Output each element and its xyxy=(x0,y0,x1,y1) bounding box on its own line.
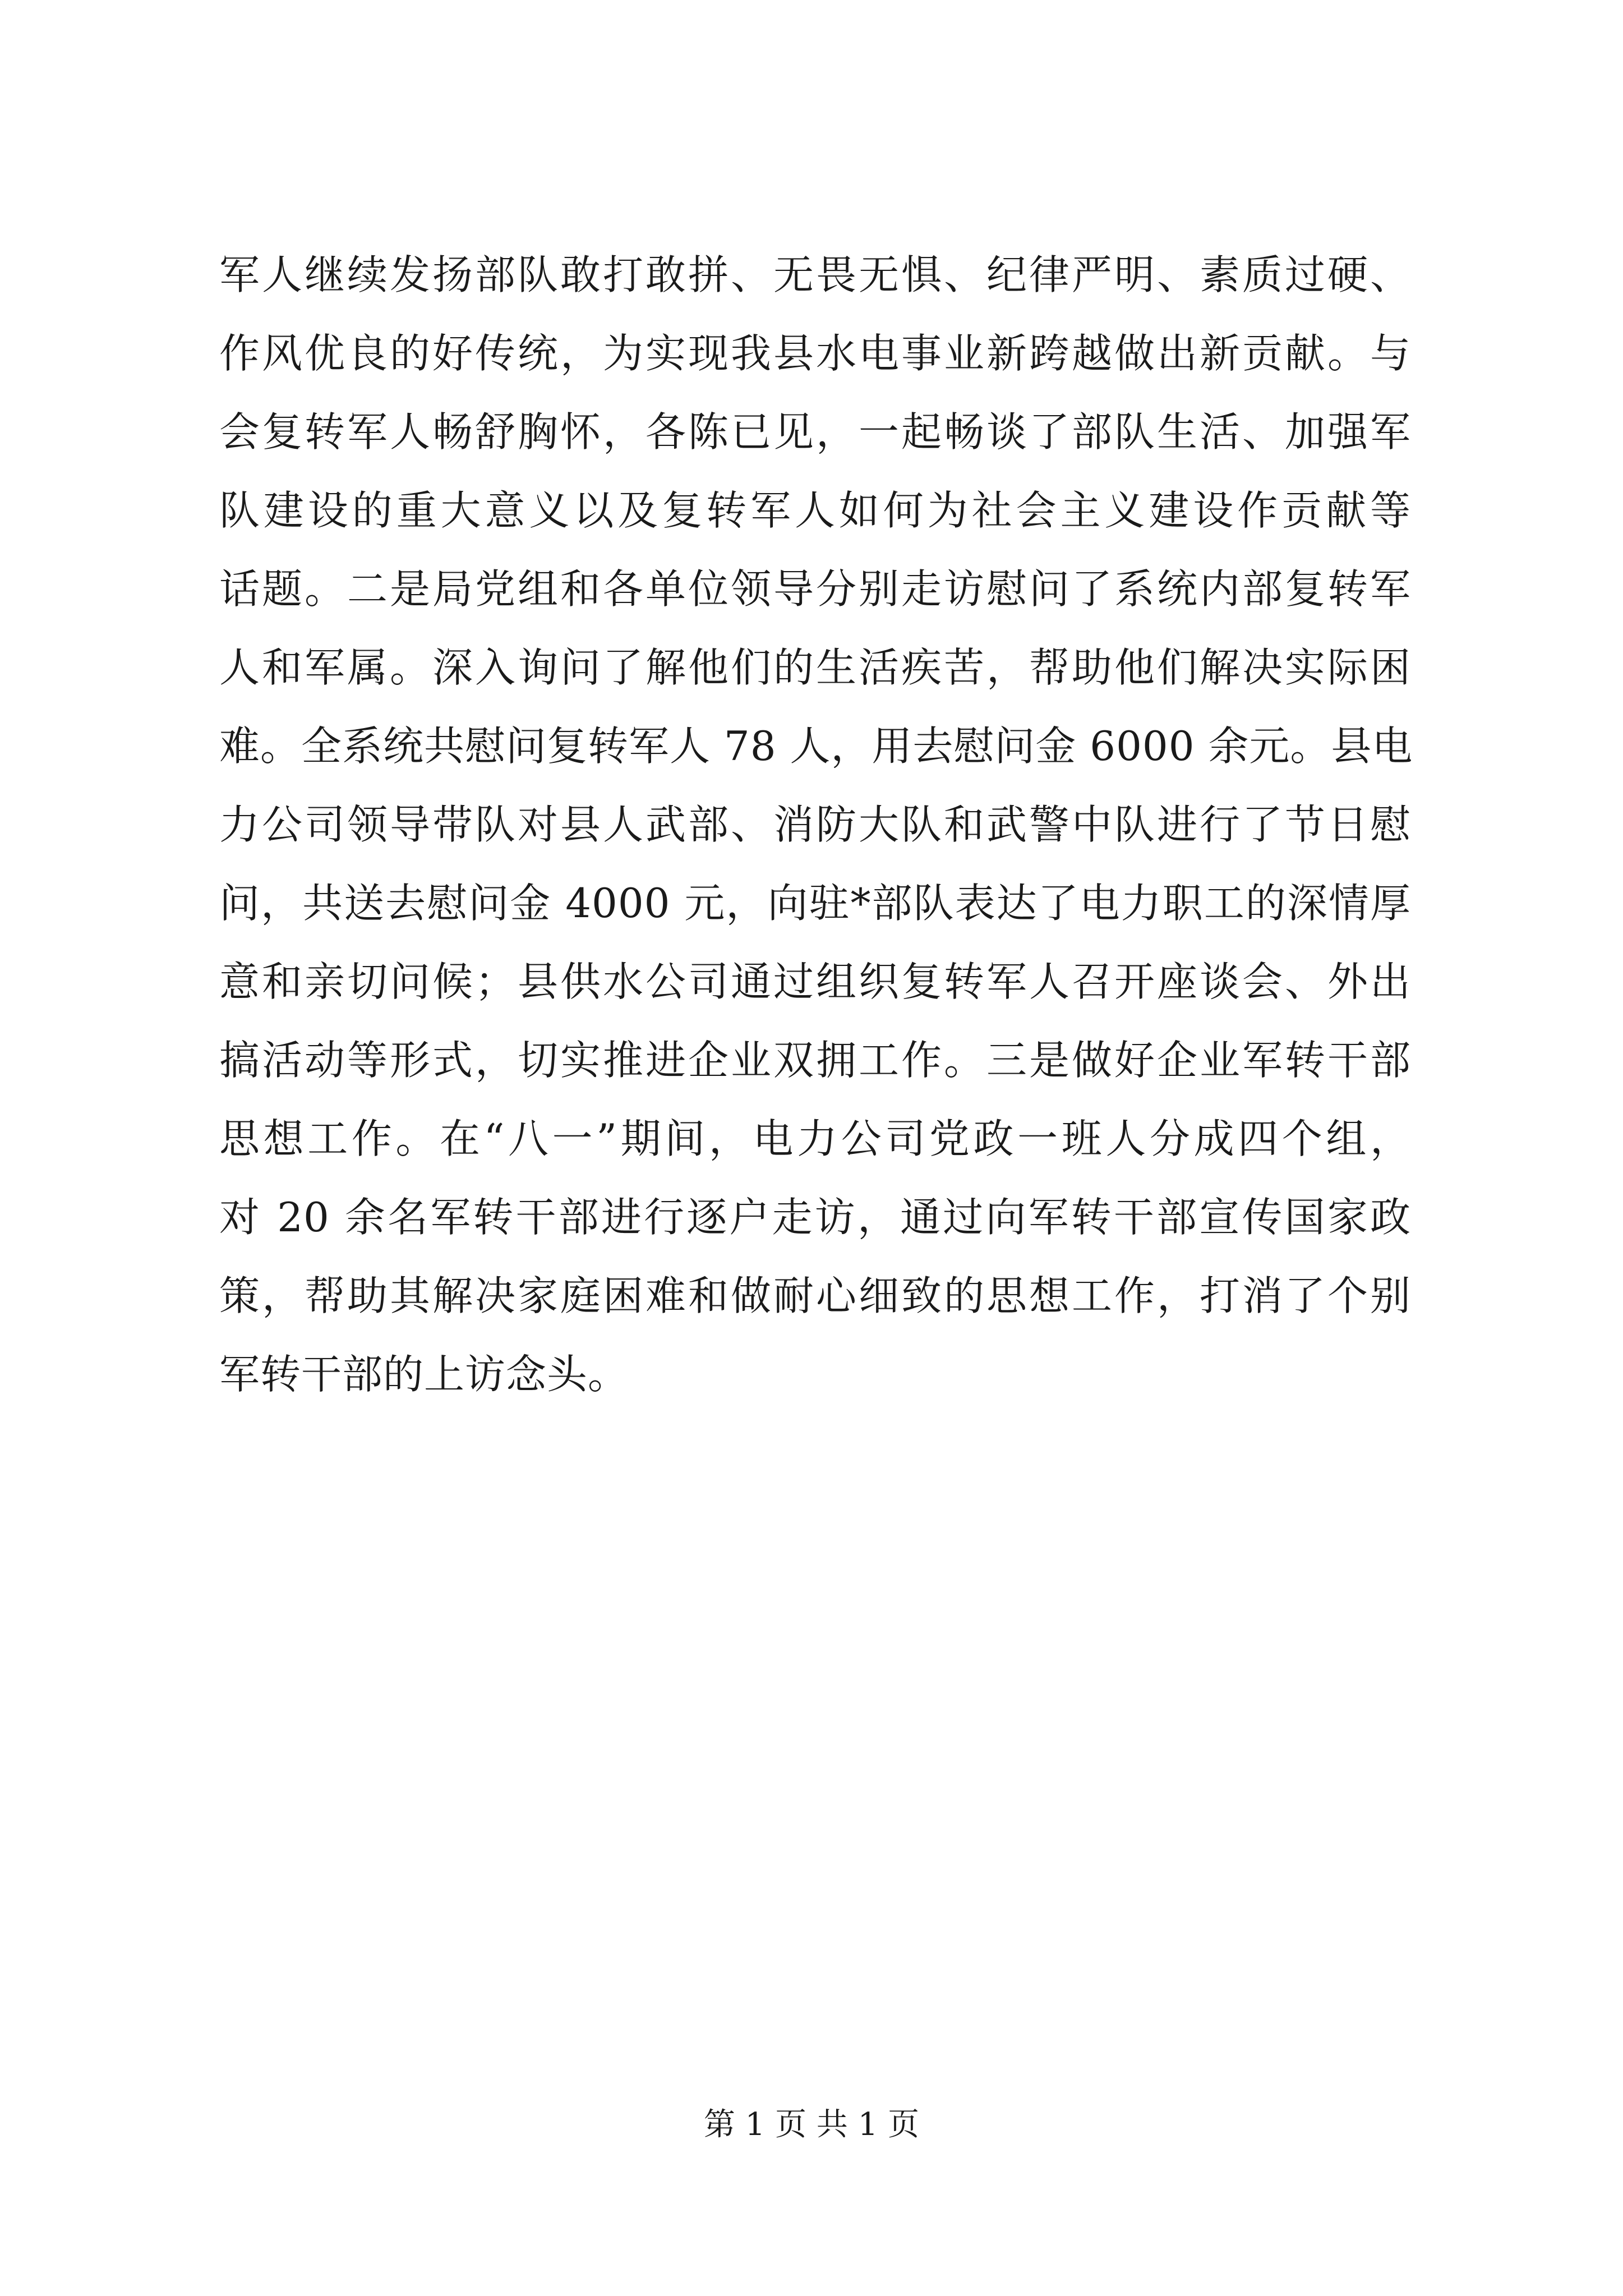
text-line: 军转干部的上访念头。 xyxy=(219,1351,629,1398)
text-line: 力公司领导带队对县人武部、消防大队和武警中队进行了节日慰 xyxy=(219,801,1411,848)
text-line: 意和亲切问候；县供水公司通过组织复转军人召开座谈会、外出 xyxy=(219,958,1411,1005)
text-line: 难。全系统共慰问复转军人 78 人，用去慰问金 6000 余元。县电 xyxy=(219,723,1413,770)
page-number-footer: 第 1 页 共 1 页 xyxy=(703,2106,920,2143)
text-line: 话题。二是局党组和各单位领导分别走访慰问了系统内部复转军 xyxy=(219,565,1411,613)
text-line: 对 20 余名军转干部进行逐户走访，通过向军转干部宣传国家政 xyxy=(219,1194,1411,1241)
text-line: 搞活动等形式，切实推进企业双拥工作。三是做好企业军转干部 xyxy=(219,1037,1411,1084)
text-line: 作风优良的好传统，为实现我县水电事业新跨越做出新贡献。与 xyxy=(219,330,1411,377)
text-line: 军人继续发扬部队敢打敢拼、无畏无惧、纪律严明、素质过硬、 xyxy=(219,251,1411,298)
text-line: 队建设的重大意义以及复转军人如何为社会主义建设作贡献等 xyxy=(219,487,1411,534)
text-line: 会复转军人畅舒胸怀，各陈已见，一起畅谈了部队生活、加强军 xyxy=(219,408,1411,455)
text-line: 人和军属。深入询问了解他们的生活疾苦，帮助他们解决实际困 xyxy=(219,644,1411,691)
text-line: 策，帮助其解决家庭困难和做耐心细致的思想工作，打消了个别 xyxy=(219,1272,1411,1319)
text-line: 问，共送去慰问金 4000 元，向驻*部队表达了电力职工的深情厚 xyxy=(219,880,1411,927)
text-line: 思想工作。在“八一”期间，电力公司党政一班人分成四个组， xyxy=(219,1115,1411,1162)
